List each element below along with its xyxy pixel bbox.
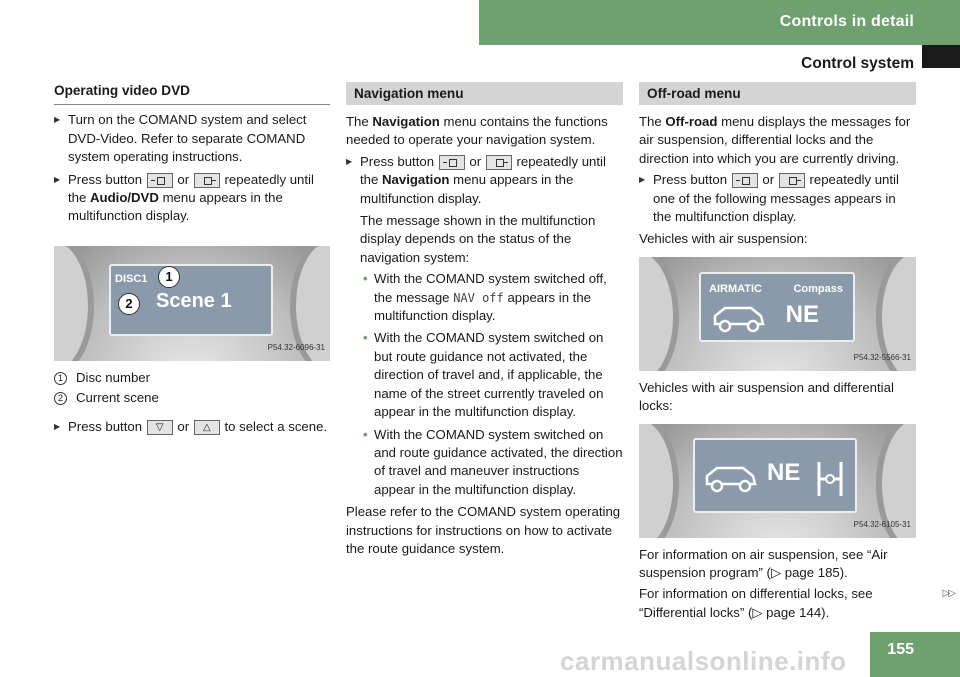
diff-lock-icon [809, 458, 851, 500]
airmatic-label: AIRMATIC [709, 282, 762, 295]
next-page-arrow-icon: ▷▷ [942, 588, 954, 599]
offroad-step: ▶ Press button or repeatedly until one of the following messages appears in the multifunction display. [639, 171, 916, 226]
column-navigation [346, 82, 623, 561]
figure-code: P54.32-6096-31 [267, 343, 325, 353]
header-tab-marker [922, 45, 960, 68]
display-left-button-icon [147, 173, 173, 188]
display-right-button-icon [194, 173, 220, 188]
ref-arrow-icon: ▷ [752, 604, 763, 620]
display-left-button-icon [439, 155, 465, 170]
callout-1: 1 [158, 266, 180, 288]
disc-number-text: DISC1 [115, 272, 148, 285]
nav-bullet-2: • With the COMAND system switched on but route guidance not activated, the direction of travel and, if applicable, the name of the street currently traveled on appear in the multifunction display. [363, 330, 604, 420]
legend-item: 2 Current scene [54, 389, 330, 407]
compass-label: Compass [793, 282, 843, 295]
compass-direction: NE [767, 458, 801, 486]
car-outline-icon [711, 304, 767, 334]
nav-intro: The Navigation menu contains the functions needed to operate your navigation system. [346, 114, 608, 148]
dvd-section-title: Operating video DVD [54, 82, 330, 105]
airmatic-screen [699, 272, 855, 342]
column-offroad [639, 82, 916, 625]
nav-bullet-3: • With the COMAND system switched on and route guidance activated, the direction of travel and maneuver instructions appear in the multifunction display. [363, 426, 623, 497]
legend-item: 1 Disc number [54, 369, 330, 387]
airmatic-display-figure [639, 257, 916, 371]
info-differential-locks: For information on differential locks, see “Differential locks” (▷ page 144). [639, 586, 873, 620]
display-right-button-icon [779, 173, 805, 188]
nav-message-info: The message shown in the multifunction display depends on the status of the navigation system: [360, 213, 596, 265]
dvd-step-1: ▶ Turn on the COMAND system and select DVD-Video. Refer to separate COMAND system operating instructions. [54, 111, 330, 166]
figure-code: P54.32-5566-31 [853, 353, 911, 363]
compass-direction: NE [785, 300, 819, 328]
offroad-label-2: Vehicles with air suspension and differential locks: [639, 379, 894, 414]
ref-arrow-icon: ▷ [770, 565, 782, 581]
callout-2: 2 [118, 293, 140, 315]
car-outline-icon [703, 464, 759, 494]
display-left-button-icon [732, 173, 758, 188]
offroad-section-title: Off-road menu [639, 82, 916, 105]
arrow-up-button-icon: △ [194, 420, 220, 435]
arrow-down-button-icon: ▽ [147, 420, 173, 435]
dvd-step-3: ▶ Press button ▽ or △ to select a scene. [54, 418, 330, 436]
figure-code: P54.32-6105-31 [853, 520, 911, 530]
section-title: Controls in detail [779, 13, 914, 30]
column-dvd [54, 82, 330, 440]
nav-bullet-1: • With the COMAND system switched off, the message NAV off appears in the multifunction display. [363, 271, 607, 324]
dvd-display-figure [54, 246, 330, 361]
difflock-screen [693, 438, 857, 513]
difflock-display-figure [639, 424, 916, 538]
nav-step: ▶ Press button or repeatedly until the Navigation menu appears in the multifunction display. [346, 153, 623, 208]
page-number: 155 [887, 641, 914, 658]
scene-text: Scene 1 [156, 289, 232, 312]
navigation-section-title: Navigation menu [346, 82, 623, 105]
offroad-intro: The Off-road menu displays the messages for air suspension, differential locks and the direction into which you are currently driving. [639, 114, 911, 166]
dvd-step-2: ▶ Press button or repeatedly until the Audio/DVD menu appears in the multifunction display. [54, 171, 330, 226]
display-right-button-icon [486, 155, 512, 170]
nav-outro: Please refer to the COMAND system operating instructions for instructions on how to activate the route guidance system. [346, 504, 621, 556]
page-number-box [870, 632, 960, 677]
info-air-suspension: For information on air suspension, see “Air suspension program” (▷ page 185). [639, 546, 888, 581]
subsection-title: Control system [801, 55, 914, 72]
offroad-label-1: Vehicles with air suspension: [639, 231, 808, 247]
nav-off-message: NAV off [453, 290, 504, 305]
watermark: carmanualsonline.info [560, 646, 847, 676]
